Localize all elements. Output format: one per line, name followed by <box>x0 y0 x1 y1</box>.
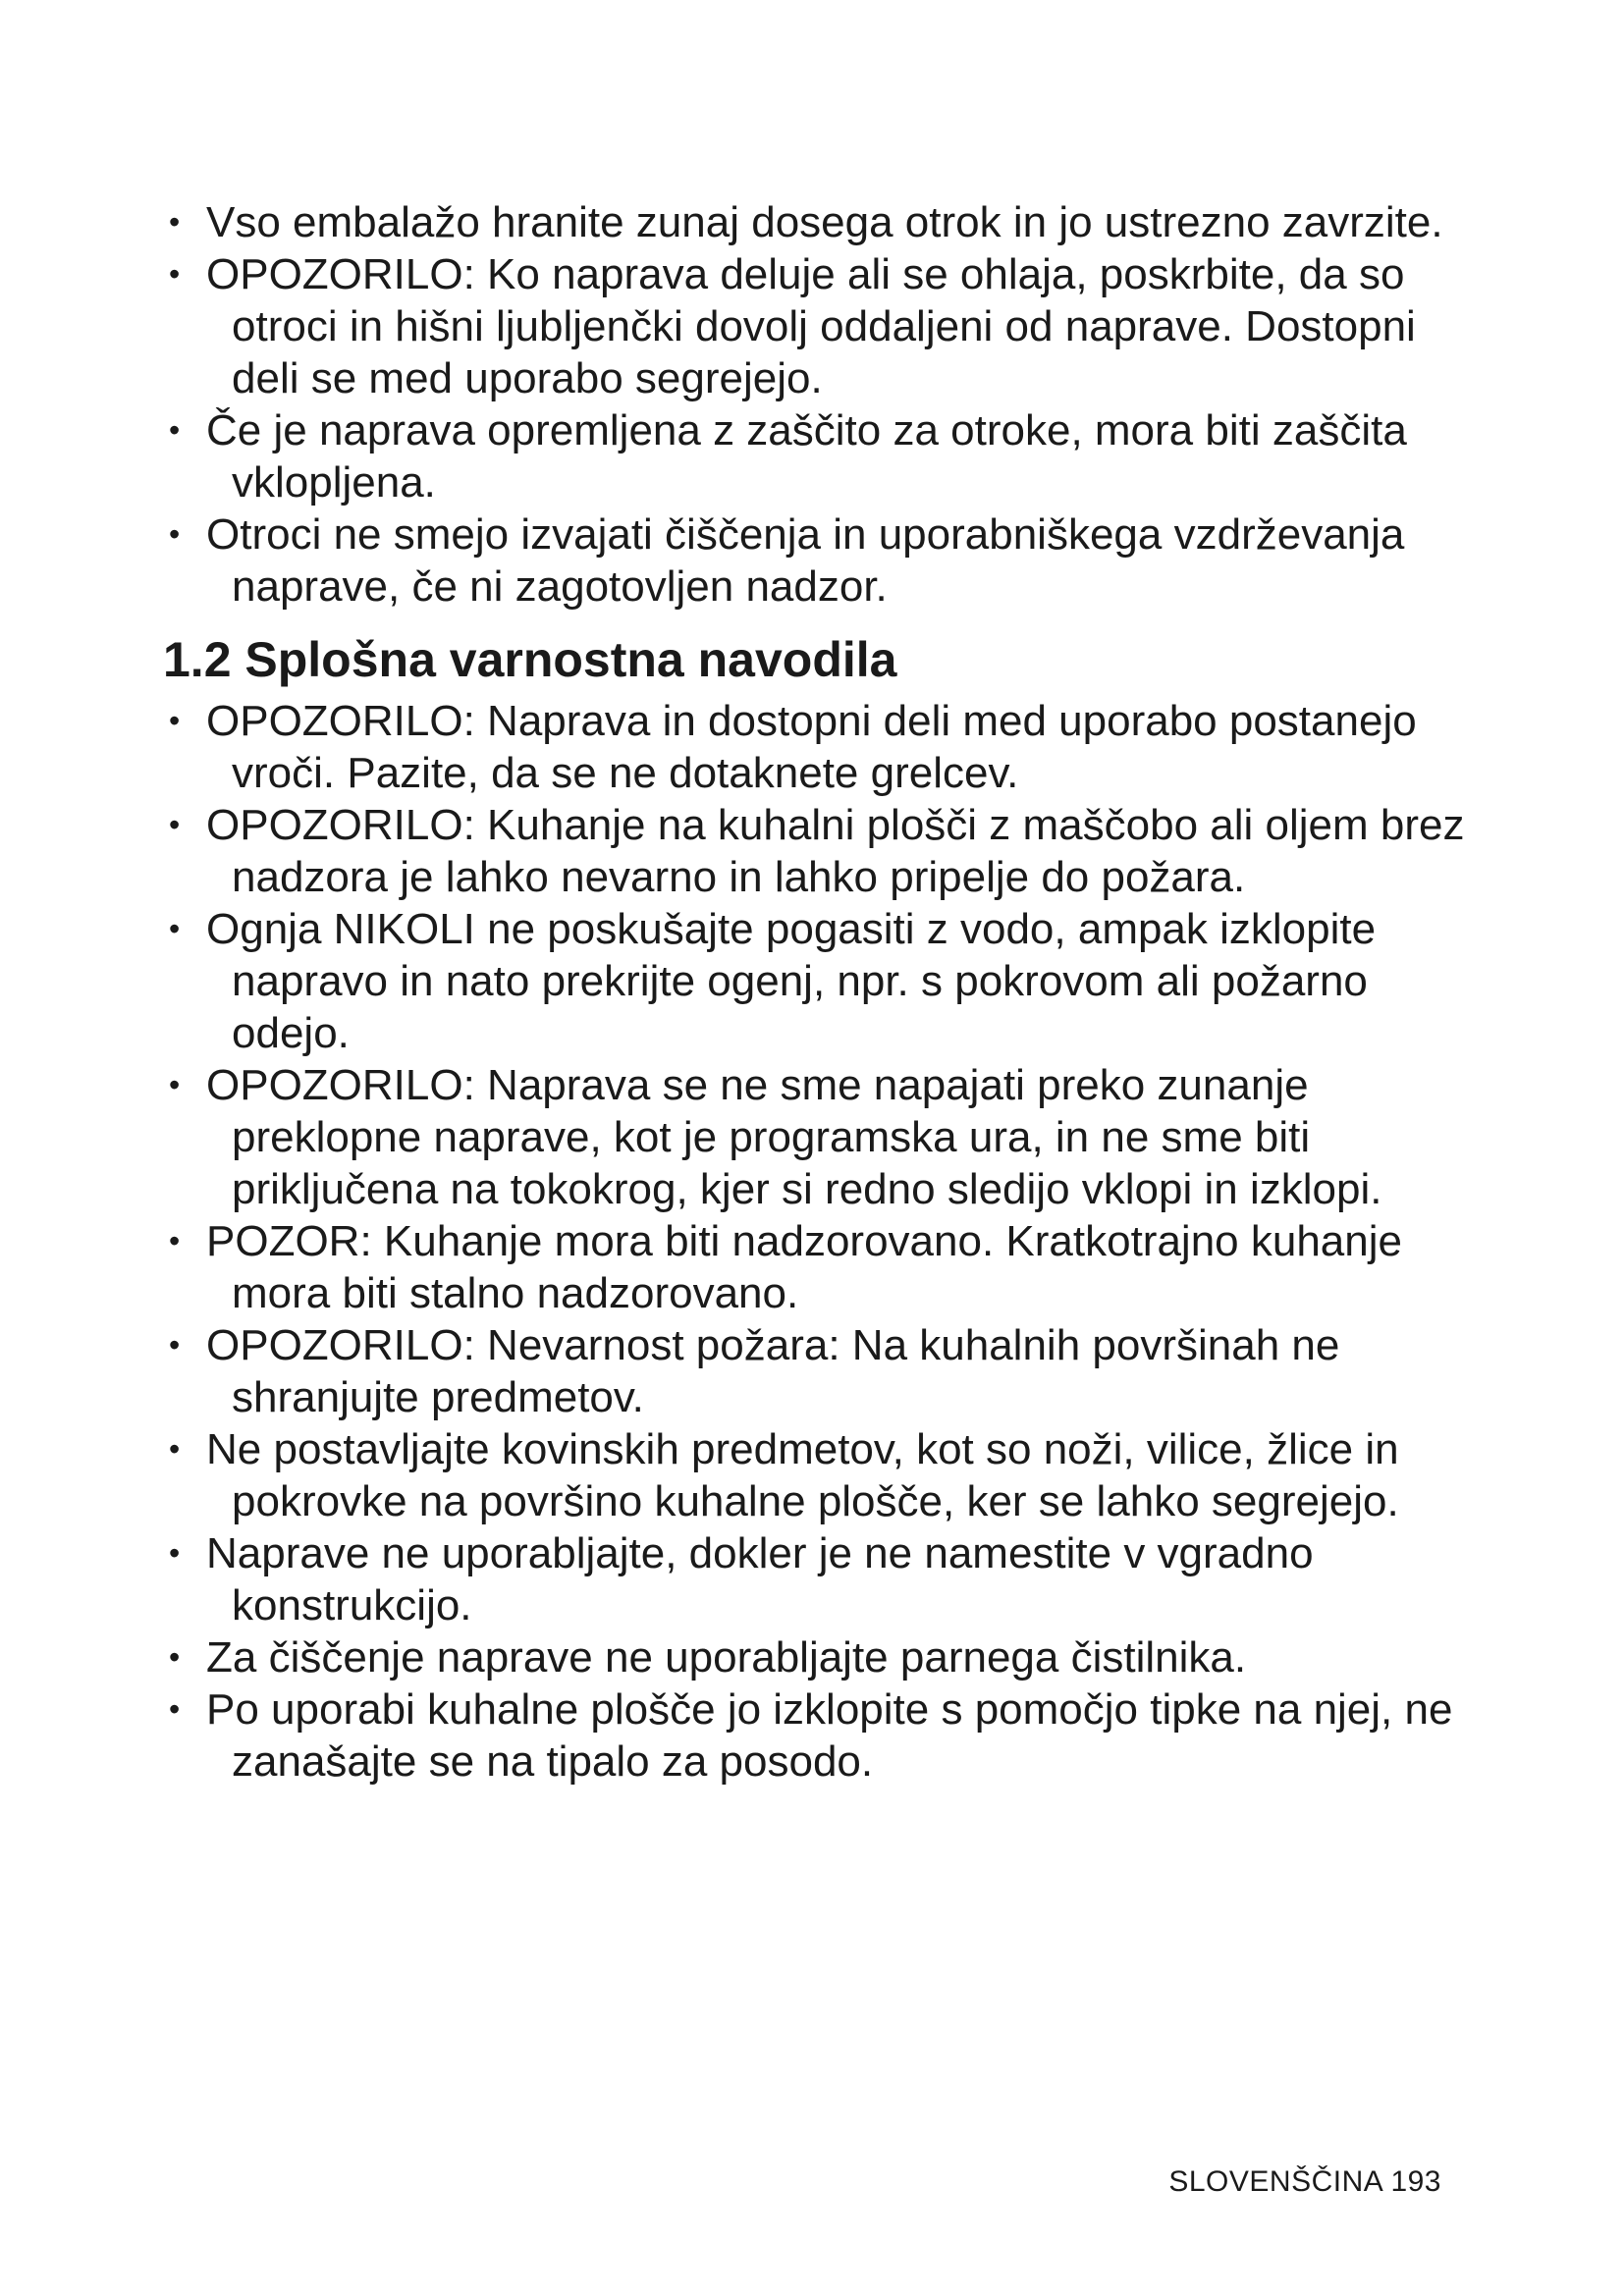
bullet-icon: • <box>169 516 181 552</box>
list-item-text: Otroci ne smejo izvajati čiščenja in uporabniškega vzdrževanja naprave, če ni zagotovljen nadzor. <box>206 510 1405 611</box>
list-item <box>159 1423 1475 1527</box>
list-item <box>159 903 1475 1059</box>
list-item <box>159 1683 1475 1788</box>
list-item <box>159 1319 1475 1423</box>
list-item <box>159 1215 1475 1319</box>
list-item-text: OPOZORILO: Naprava se ne sme napajati preko zunanje preklopne naprave, kot je programska ura, in ne sme biti priključena na tokokrog, kjer si redno sledijo vklopi in izklopi. <box>206 1061 1382 1213</box>
list-item-text: Če je naprava opremljena z zaščito za otroke, mora biti zaščita vklopljena. <box>206 406 1407 507</box>
bullet-icon: • <box>169 1223 181 1258</box>
bullet-icon: • <box>169 1431 181 1467</box>
list-item <box>159 508 1475 613</box>
page-footer: SLOVENŠČINA 193 <box>1168 2165 1441 2198</box>
list-item <box>159 799 1475 903</box>
list-item-text: POZOR: Kuhanje mora biti nadzorovano. Kratkotrajno kuhanje mora biti stalno nadzorovano. <box>206 1217 1402 1317</box>
bullet-icon: • <box>169 412 181 448</box>
list-item <box>159 196 1475 248</box>
list-item-text: OPOZORILO: Nevarnost požara: Na kuhalnih površinah ne shranjujte predmetov. <box>206 1321 1340 1421</box>
list-item <box>159 1527 1475 1631</box>
bullet-icon: • <box>169 1691 181 1727</box>
bullet-icon: • <box>169 204 181 240</box>
list-item-text: Po uporabi kuhalne plošče jo izklopite s pomočjo tipke na njej, ne zanašajte se na tipalo za posodo. <box>206 1685 1453 1786</box>
bullet-icon: • <box>169 807 181 842</box>
bullet-icon: • <box>169 911 181 946</box>
bullet-icon: • <box>169 1535 181 1571</box>
list-item-text: Ognja NIKOLI ne poskušajte pogasiti z vodo, ampak izklopite napravo in nato prekrijte ogenj, npr. s pokrovom ali požarno odejo. <box>206 905 1377 1057</box>
bullet-icon: • <box>169 1327 181 1362</box>
list-item <box>159 248 1475 404</box>
list-item-text: OPOZORILO: Kuhanje na kuhalni plošči z maščobo ali oljem brez nadzora je lahko nevarno in lahko pripelje do požara. <box>206 801 1465 901</box>
safety-list-general <box>159 695 1475 1788</box>
page-content <box>159 196 1475 1788</box>
list-item <box>159 1631 1475 1683</box>
bullet-icon: • <box>169 703 181 738</box>
bullet-icon: • <box>169 1067 181 1102</box>
list-item-text: Ne postavljajte kovinskih predmetov, kot so noži, vilice, žlice in pokrovke na površino kuhalne plošče, ker se lahko segrejejo. <box>206 1425 1399 1525</box>
bullet-icon: • <box>169 256 181 292</box>
list-item <box>159 404 1475 508</box>
list-item-text: Vso embalažo hranite zunaj dosega otrok in jo ustrezno zavrzite. <box>206 198 1443 246</box>
safety-list-children <box>159 196 1475 613</box>
bullet-icon: • <box>169 1639 181 1675</box>
list-item-text: OPOZORILO: Ko naprava deluje ali se ohlaja, poskrbite, da so otroci in hišni ljubljenčki dovolj oddaljeni od naprave. Dostopni deli se med uporabo segrejejo. <box>206 250 1416 402</box>
list-item-text: Za čiščenje naprave ne uporabljajte parnega čistilnika. <box>206 1633 1247 1682</box>
list-item-text: Naprave ne uporabljajte, dokler je ne namestite v vgradno konstrukcijo. <box>206 1529 1314 1629</box>
list-item <box>159 1059 1475 1215</box>
section-heading: 1.2 Splošna varnostna navodila <box>163 632 897 687</box>
list-item-text: OPOZORILO: Naprava in dostopni deli med uporabo postanejo vroči. Pazite, da se ne dotaknete grelcev. <box>206 697 1417 797</box>
list-item <box>159 695 1475 799</box>
